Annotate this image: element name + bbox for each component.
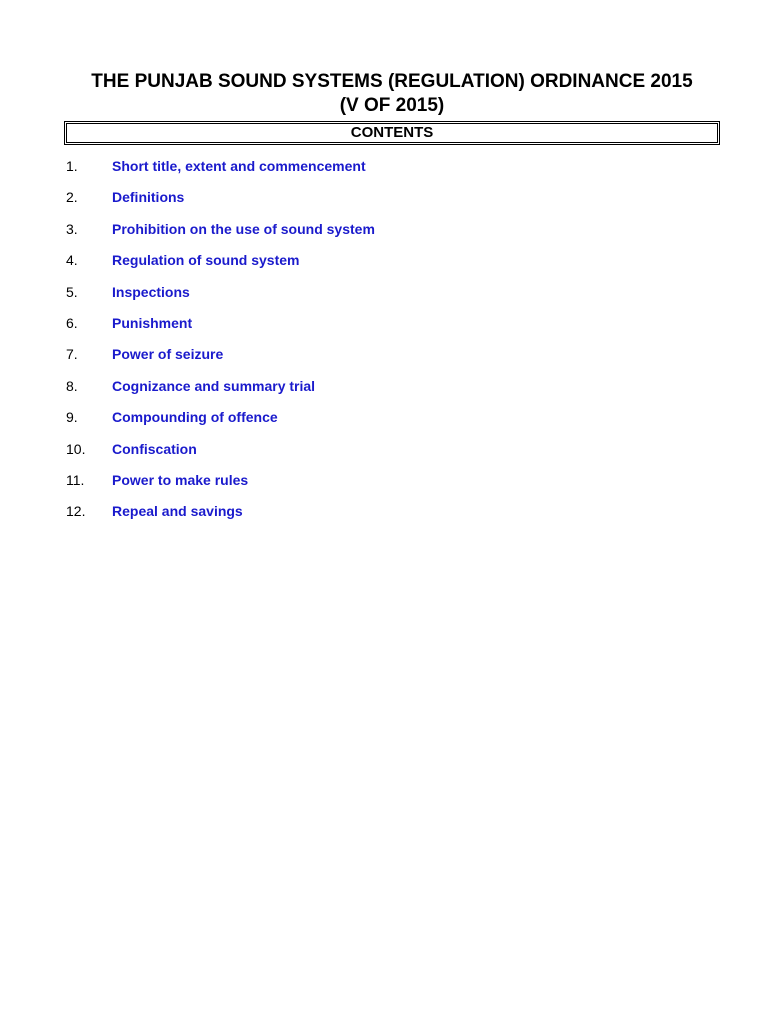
toc-item-number: 3. xyxy=(66,220,78,237)
toc-item xyxy=(0,500,768,531)
toc-link-regulation[interactable]: Regulation of sound system xyxy=(112,252,300,269)
toc-link-repeal-and-savings[interactable]: Repeal and savings xyxy=(112,503,243,520)
toc-item-number: 6. xyxy=(66,314,78,331)
contents-heading-box xyxy=(64,121,720,145)
toc-item-number: 9. xyxy=(66,409,78,426)
contents-heading: CONTENTS xyxy=(350,124,434,141)
toc-item-number: 1. xyxy=(66,158,78,174)
toc-item xyxy=(0,469,768,500)
document-title: THE PUNJAB SOUND SYSTEMS (REGULATION) ORDINANCE 2015 xyxy=(91,71,693,92)
toc-item-number: 8. xyxy=(66,377,78,394)
toc-link-definitions[interactable]: Definitions xyxy=(112,189,185,206)
table-of-contents xyxy=(0,155,768,532)
toc-item-number: 11. xyxy=(66,471,85,488)
toc-item xyxy=(0,281,768,312)
toc-item xyxy=(0,406,768,437)
toc-item-number: 5. xyxy=(66,283,78,300)
toc-item xyxy=(0,438,768,469)
toc-link-compounding[interactable]: Compounding of offence xyxy=(112,409,278,426)
toc-item-number: 7. xyxy=(66,346,78,363)
toc-item xyxy=(0,186,768,217)
toc-item xyxy=(0,155,768,186)
toc-item-number: 12. xyxy=(66,503,86,520)
toc-item xyxy=(0,218,768,249)
toc-item xyxy=(0,343,768,374)
toc-link-punishment[interactable]: Punishment xyxy=(112,314,193,331)
toc-link-short-title[interactable]: Short title, extent and commencement xyxy=(112,158,366,174)
toc-item xyxy=(0,312,768,343)
toc-link-confiscation[interactable]: Confiscation xyxy=(112,440,197,457)
toc-link-inspections[interactable]: Inspections xyxy=(112,283,190,300)
toc-link-power-to-make-rules[interactable]: Power to make rules xyxy=(112,471,249,488)
toc-item-number: 10. xyxy=(66,440,86,457)
toc-item-number: 2. xyxy=(66,189,78,206)
toc-link-cognizance[interactable]: Cognizance and summary trial xyxy=(112,377,316,394)
toc-link-prohibition[interactable]: Prohibition on the use of sound system xyxy=(112,220,375,237)
toc-item-number: 4. xyxy=(66,252,78,269)
document-subtitle: (V OF 2015) xyxy=(339,95,445,116)
toc-link-power-of-seizure[interactable]: Power of seizure xyxy=(112,346,224,363)
toc-item xyxy=(0,375,768,406)
toc-item xyxy=(0,249,768,280)
